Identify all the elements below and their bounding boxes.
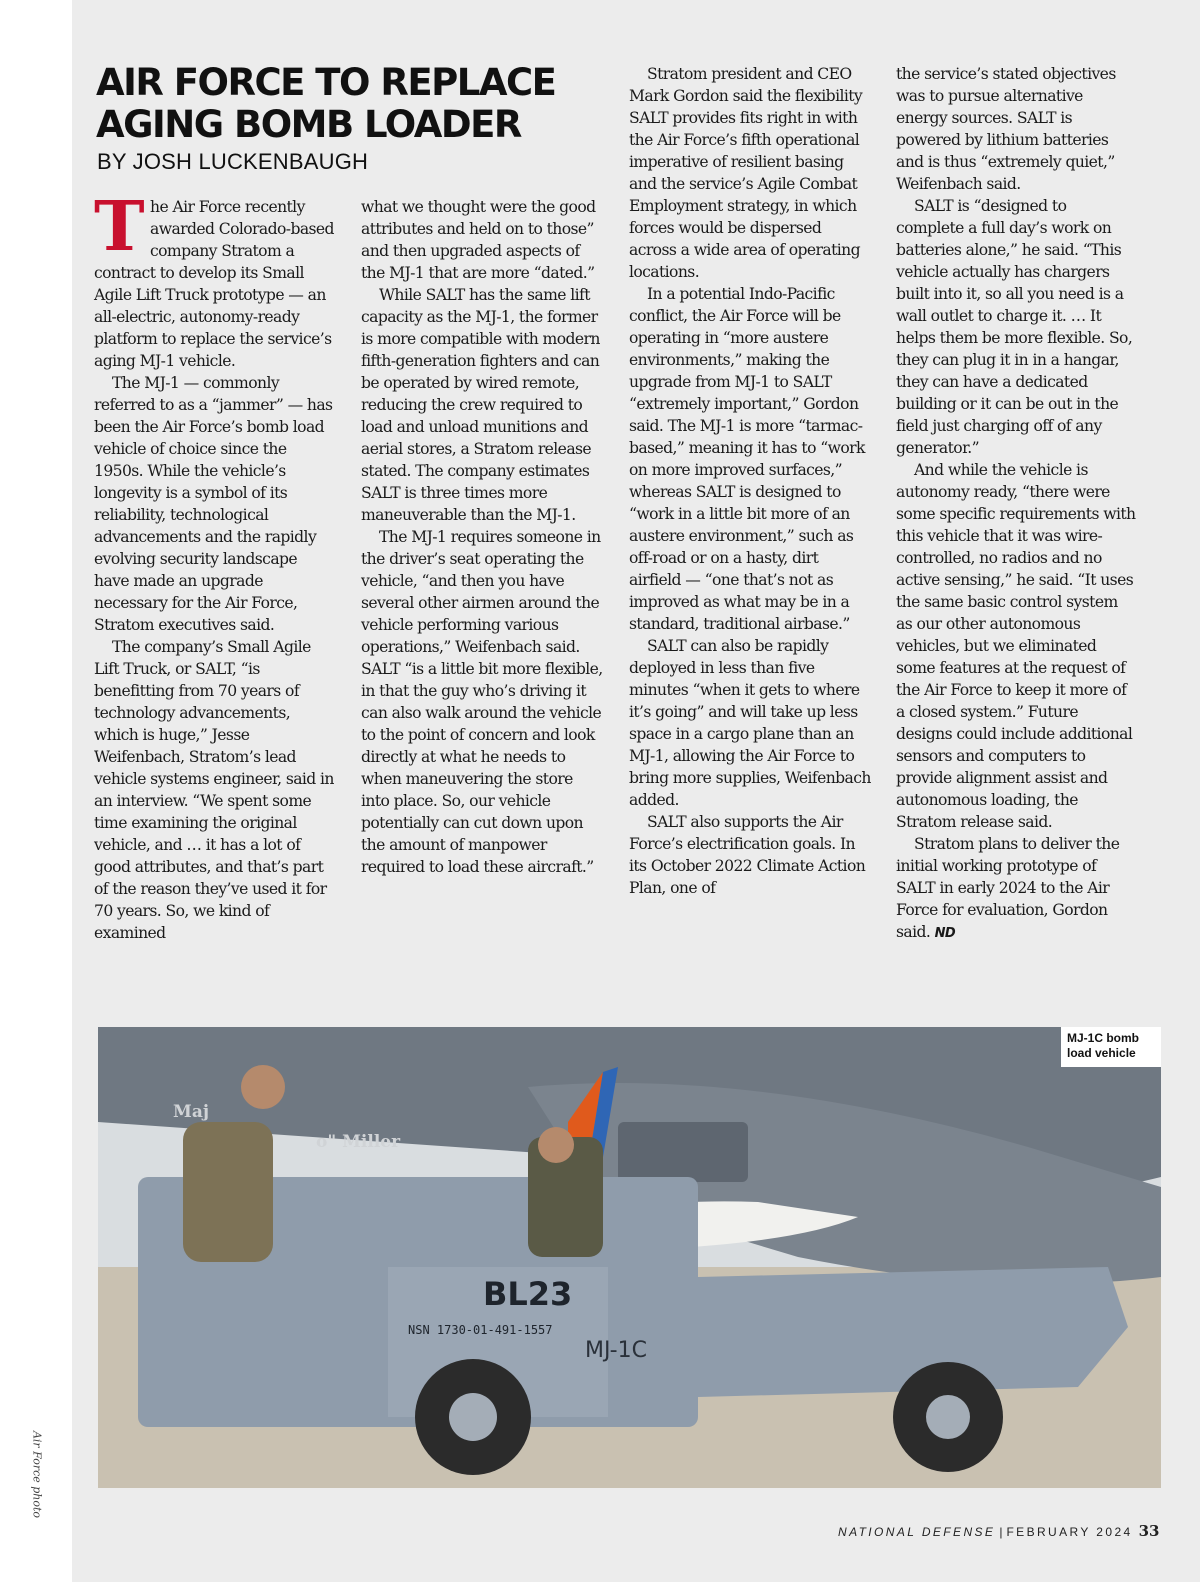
page-footer [838,1522,1159,1540]
publication-name: NATIONAL DEFENSE [838,1525,996,1539]
paragraph: And while the vehicle is autonomy ready, “there were some specific requirements with this vehicle that it was wire-controlled, no radios and no active sensing,” he said. “It uses the same basic control system as our other autonomous vehicles, but we eliminated some features at the request of the Air Force to keep it more of a closed system.” Future designs could include additional sensors and computers to provide alignment assist and autonomous loading, the Stratom release said. [896,461,1136,831]
issue-date: FEBRUARY 2024 [1006,1525,1133,1539]
page-margin [0,0,72,1582]
article-column-3 [629,63,871,899]
weapons-bay [618,1122,748,1182]
article-byline: BY JOSH LUCKENBAUGH [97,149,369,174]
article-column-4 [896,63,1138,945]
paragraph: The Air Force recently awarded Colorado-based company Stratom a contract to develop its Small Agile Lift Truck prototype — an all-electric, autonomy-ready platform to replace the service’s aging MJ-1 vehicle. [94,187,334,370]
article-headline: AIR FORCE TO REPLACE AGING BOMB LOADER [96,61,556,146]
paragraph: In a potential Indo-Pacific conflict, the Air Force will be operating in “more austere environments,” making the upgrade from MJ-1 to SALT “extremely important,” Gordon said. The MJ-1 is more “tarmac-based,” meaning it has to “work on more improved surfaces,” whereas SALT is designed to “work in a little bit more of an austere environment,” such as off-road or on a hasty, dirt airfield — “one that’s not as improved as what may be in a standard, traditional airbase.” [629,285,865,633]
article-column-2 [361,196,603,878]
paragraph: The MJ-1 requires someone in the driver’s seat operating the vehicle, “and then you have several other airmen around the vehicle performing various operations,” Weifenbach said. SALT “is a little bit more flexible, in that the guy who’s driving it can also walk around the vehicle to the point of concern and look directly at what he needs to when maneuvering the store into place. So, our vehicle potentially can cut down upon the amount of manpower required to load these aircraft.” [361,528,603,876]
paragraph: what we thought were the good attributes and held on to those” and then upgraded aspects of the MJ-1 that are more “dated.” [361,198,596,282]
airman-head [241,1065,285,1109]
paragraph: the service’s stated objectives was to pursue alternative energy sources. SALT is powered by lithium batteries and is thus “extremely quiet,” Weifenbach said. [896,65,1116,193]
vehicle-id: BL23 [483,1275,573,1313]
article-photo [98,1027,1161,1488]
paragraph: SALT can also be rapidly deployed in less than five minutes “when it gets to where it’s going” and will take up less space in a cargo plane than an MJ-1, allowing the Air Force to bring more supplies, Weifenbach added. [629,637,871,809]
photo-caption: MJ-1C bomb load vehicle [1061,1027,1161,1067]
aircraft-marking-1: Maj [173,1102,209,1122]
page-number: 33 [1138,1522,1160,1540]
airman-seated [183,1122,273,1262]
paragraph: SALT also supports the Air Force’s electrification goals. In its October 2022 Climate Action Plan, one of [629,813,866,897]
drop-cap: T [94,187,145,267]
article-column-1 [94,187,336,944]
end-mark: ND [934,926,956,941]
photo-illustration [98,1027,1161,1488]
photo-credit-text: Air Force photo [30,1430,44,1519]
paragraph: The MJ-1 — commonly referred to as a “jammer” — has been the Air Force’s bomb load vehicle of choice since the 1950s. While the vehicle’s longevity is a symbol of its reliability, technological advancements and the rapidly evolving security landscape have made an upgrade necessary for the Air Force, Stratom executives said. [94,374,333,634]
paragraph: Stratom plans to deliver the initial working prototype of SALT in early 2024 to the Air Force for evaluation, Gordon said. ND [896,835,1120,941]
vehicle-nsn: NSN 1730-01-491-1557 [408,1323,553,1337]
paragraph: SALT is “designed to complete a full day’s work on batteries alone,” he said. “This vehicle actually has chargers built into it, so all you need is a wall outlet to charge it. … It helps them be more flexible. So, they can plug it in in a hangar, they can have a dedicated building or it can be out in the field just charging off of any generator.” [896,197,1133,457]
photo-credit [30,1430,44,1520]
footer-separator: | [999,1525,1003,1539]
vehicle-model: MJ-1C [585,1338,647,1363]
paragraph: The company’s Small Agile Lift Truck, or SALT, “is benefitting from 70 years of technology advancements, which is huge,” Jesse Weifenbach, Stratom’s lead vehicle systems engineer, said in an interview. “We spent some time examining the original vehicle, and … it has a lot of good attributes, and that’s part of the reason they’ve used it for 70 years. So, we kind of examined [94,638,334,942]
aircraft-marking-2: o" Miller [316,1132,401,1152]
paragraph: While SALT has the same lift capacity as the MJ-1, the former is more compatible with modern fifth-generation fighters and can be operated by wired remote, reducing the crew required to load and unload munitions and aerial stores, a Stratom release stated. The company estimates SALT is three times more maneuverable than the MJ-1. [361,286,600,524]
paragraph: Stratom president and CEO Mark Gordon said the flexibility SALT provides fits right in with the Air Force’s fifth operational imperative of resilient basing and the service’s Agile Combat Employment strategy, in which forces would be dispersed across a wide area of operating locations. [629,65,863,281]
